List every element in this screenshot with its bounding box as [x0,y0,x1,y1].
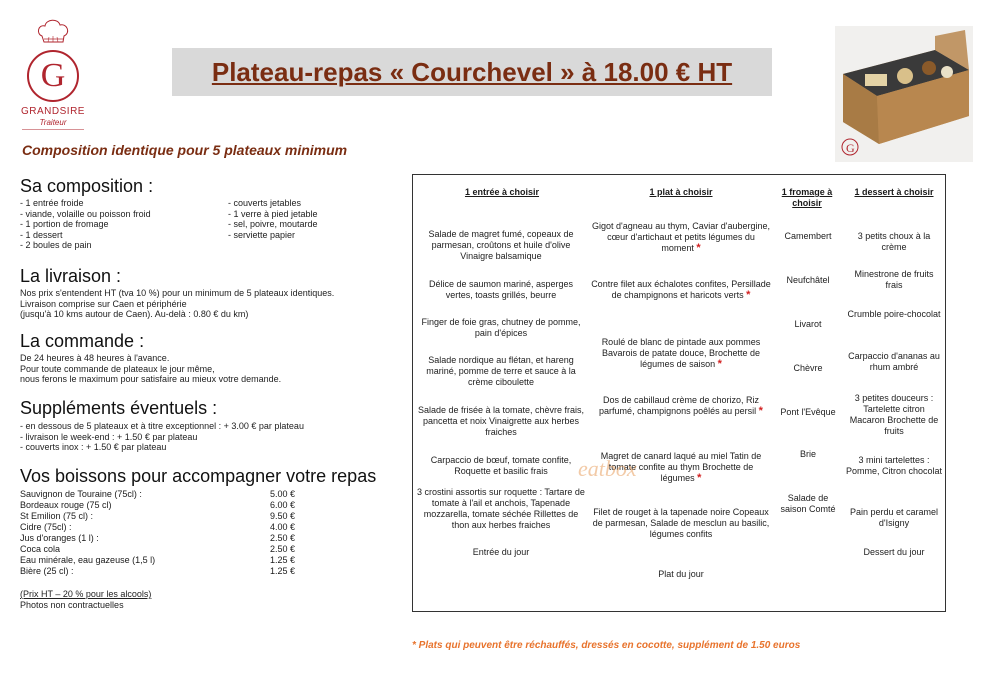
drink-price: 6.00 € [270,500,296,510]
plat-item: Filet de rouget à la tapenade noire Copeaux de parmesan, Salade de mesclun au basilic, légumes confits [592,507,770,539]
logo-letter: G [27,50,79,102]
drink-name: Sauvignon de Touraine (75cl) : [20,489,142,499]
livraison-heading: La livraison : [20,266,122,286]
photos-note: Photos non contractuelles [20,600,124,610]
fromage-item: Camembert [784,231,832,241]
desserts-header: 1 dessert à choisir [854,187,934,197]
drink-row [20,566,300,577]
drink-price: 2.50 € [270,544,296,554]
drink-price: 4.00 € [270,522,296,532]
reheatable-star: * [746,289,751,301]
entree-item: Délice de saumon mariné, asperges vertes, toasts grillés, beurre [428,279,574,300]
plat-item [591,395,771,417]
entree-item: 3 crostini assortis sur roquette : Tartare de tomate à l'ail et anchois, Tapenade mozzarella, tomate séchée Rillettes de thon aux herbes fraiches [417,487,585,530]
drink-row [20,555,300,566]
entree-item: Entrée du jour [472,547,530,557]
plat-text: Gigot d'agneau au thym, Caviar d'aubergine, cœur d'artichaut et petits légumes du moment [591,221,771,253]
chef-hat-icon [36,18,70,48]
meal-box-photo [835,26,973,162]
reheatable-star: * [697,472,702,484]
drink-row [20,500,300,511]
drink-name: Cidre (75cl) : [20,522,72,532]
drink-row [20,544,300,555]
entree-item: Salade de frisée à la tomate, chèvre frais, pancetta et noix Vinaigrette aux herbes fraiches [417,405,585,437]
text-line: (jusqu'à 10 kms autour de Caen). Au-delà : 0.80 € du km) [20,309,249,320]
drink-row [20,522,300,533]
logo-name: GRANDSIRE [21,106,85,117]
list-item: - 2 boules de pain [20,240,92,251]
plat-item [591,337,771,370]
plat-text: Contre filet aux échalotes confites, Persillade de champignons et haricots verts [591,279,771,300]
drink-name: Bordeaux rouge (75 cl) [20,500,112,510]
list-item: - 1 dessert [20,229,63,240]
logo-divider [22,129,84,130]
dessert-item: Minestrone de fruits frais [854,269,934,290]
reheatable-star: * [717,358,722,370]
fromage-item: Pont l'Evêque [780,407,836,417]
text-line: Livraison comprise sur Caen et périphérie [20,298,187,309]
alcohol-note: (Prix HT – 20 % pour les alcools) [20,589,152,599]
grandsire-logo [18,18,88,128]
plats-header: 1 plat à choisir [649,187,713,197]
entree-item: Salade de magret fumé, copeaux de parmesan, croûtons et huile d'olive Vinaigre balsamique [428,229,574,261]
dessert-item: 3 mini tartelettes : Pomme, Citron chocolat [845,455,943,476]
watermark: eatbox [578,456,637,481]
drink-name: Coca cola [20,544,61,554]
fromage-item: Chèvre [793,363,823,373]
drink-row [20,489,300,500]
dessert-item: Carpaccio d'ananas au rhum ambré [848,351,940,372]
commande-heading: La commande : [20,331,145,351]
plat-item [591,221,771,254]
plat-text: Dos de cabillaud crème de chorizo, Riz parfumé, champignons poêlés au persil [599,395,760,416]
boissons-heading: Vos boissons pour accompagner votre repas [20,466,377,486]
dessert-item: 3 petites douceurs : Tartelette citron Macaron Brochette de fruits [849,393,939,436]
title-banner [172,48,772,96]
livraison-text [20,288,334,320]
list-item: - 1 entrée froide [20,198,84,208]
list-item: - sel, poivre, moutarde [228,219,318,230]
supplements-heading: Suppléments éventuels : [20,398,218,418]
list-item: - 1 portion de fromage [20,219,109,230]
entree-item: Salade nordique au flétan, et hareng mariné, pomme de terre et sauce à la crème ciboulette [426,355,576,387]
fromage-item: Brie [799,449,816,459]
dessert-item: Dessert du jour [863,547,925,557]
composition-right-list [228,198,318,240]
text-line: Pour toute commande de plateaux le jour même, [20,363,215,374]
text-line: nous ferons le maximum pour satisfaire au mieux votre demande. [20,374,282,385]
drink-row [20,511,300,522]
dessert-item: Crumble poire-chocolat [847,309,941,319]
list-item: - 1 verre à pied jetable [228,208,318,219]
composition-heading: Sa composition : [20,176,154,196]
text-line: - en dessous de 5 plateaux et à titre exceptionnel : + 3.00 € par plateau [20,421,304,431]
drink-name: Bière (25 cl) : [20,566,74,576]
drink-row [20,533,300,544]
plat-text: Magret de canard laqué au miel Tatin de tomate confite au thym Brochette de légumes [600,451,762,483]
text-line: De 24 heures à 48 heures à l'avance. [20,353,170,363]
menu-table [412,174,946,612]
fromages-header: 1 fromage à choisir [781,187,833,208]
drink-name: Eau minérale, eau gazeuse (1,5 l) [20,555,156,565]
drink-name: Jus d'oranges (1 l) : [20,533,99,543]
entrees-header: 1 entrée à choisir [464,187,540,197]
dessert-item: Pain perdu et caramel d'Isigny [849,507,939,528]
list-item: - serviette papier [228,229,296,240]
drink-price: 5.00 € [270,489,296,499]
commande-text [20,353,281,385]
list-item: - couverts jetables [228,198,302,208]
reheatable-star: * [696,242,701,254]
fromage-item: Salade de saison Comté [780,493,836,514]
drink-price: 2.50 € [270,533,296,543]
subtitle: Composition identique pour 5 plateaux minimum [22,142,348,158]
logo-subtitle: Traiteur [39,118,67,127]
supplements-text [20,421,304,453]
plat-item [591,279,771,301]
list-item: - viande, volaille ou poisson froid [20,208,151,219]
entree-item: Carpaccio de bœuf, tomate confite, Roquette et basilic frais [430,455,572,476]
drink-price: 1.25 € [270,566,296,576]
page-title: Plateau-repas « Courchevel » à 18.00 € HT [211,56,733,87]
text-line: Nos prix s'entendent HT (tva 10 %) pour un minimum de 5 plateaux identiques. [20,288,335,298]
drink-price: 9.50 € [270,511,296,521]
text-line: - livraison le week-end : + 1.50 € par plateau [20,431,198,442]
svg-text:G: G [846,141,855,155]
dessert-item: 3 petits choux à la crème [857,231,931,252]
footnote: * Plats qui peuvent être réchauffés, dressés en cocotte, supplément de 1.50 euros [412,640,801,651]
text-line: - couverts inox : + 1.50 € par plateau [20,442,167,453]
reheatable-star: * [758,405,763,417]
entree-item: Finger de foie gras, chutney de pomme, pain d'épices [421,317,581,338]
fromage-item: Neufchâtel [786,275,830,285]
plat-text: Roulé de blanc de pintade aux pommes Bavarois de patate douce, Brochette de légumes de saison [601,337,761,369]
plat-item: Plat du jour [658,569,704,579]
fromage-item: Livarot [794,319,822,329]
drink-price: 1.25 € [270,555,296,565]
composition-left-list [20,198,151,251]
drink-name: St Emilion (75 cl) : [20,511,94,521]
